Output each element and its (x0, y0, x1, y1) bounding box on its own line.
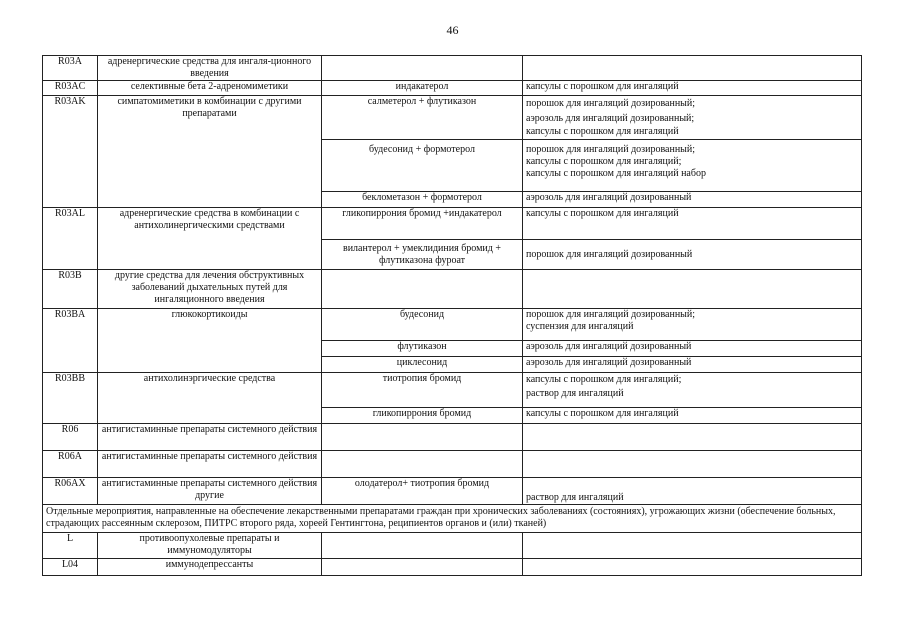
drug-name (322, 424, 523, 451)
dosage-forms (523, 309, 862, 341)
table-row (43, 96, 862, 140)
atc-code: R06 (43, 424, 98, 451)
atc-code: R03B (43, 270, 98, 309)
section-note-row (43, 505, 862, 533)
drug-name: беклометазон + формотерол (322, 192, 523, 208)
dosage-form: капсулы с порошком для ингаляций (526, 208, 679, 219)
dosage-form: суспензия для ингаляций (526, 321, 634, 332)
dosage-form: капсулы с порошком для ингаляций (526, 126, 679, 137)
dosage-forms (523, 208, 862, 240)
drug-name: гликопиррония бромид +индакатерол (322, 208, 523, 240)
drug-name: вилантерол + умеклидиния бромид + флутиказона фуроат (322, 240, 523, 270)
dosage-forms (523, 424, 862, 451)
group-name: другие средства для лечения обструктивных заболеваний дыхательных путей для ингаляционного введения (98, 270, 322, 309)
dosage-forms (523, 341, 862, 357)
dosage-forms (523, 56, 862, 81)
group-name: адренергические средства для ингаля-ционного введения (98, 56, 322, 81)
dosage-forms (523, 559, 862, 576)
atc-code: R03BB (43, 373, 98, 424)
table-row (43, 81, 862, 96)
drug-name: циклесонид (322, 357, 523, 373)
dosage-forms (523, 373, 862, 408)
drug-name: тиотропия бромид (322, 373, 523, 408)
dosage-forms (523, 478, 862, 505)
dosage-form: капсулы с порошком для ингаляций набор (526, 168, 706, 179)
dosage-form: порошок для ингаляций дозированный; (526, 98, 696, 109)
atc-code: R03BA (43, 309, 98, 373)
table-row (43, 533, 862, 559)
drug-name (322, 270, 523, 309)
table-row (43, 559, 862, 576)
dosage-forms (523, 408, 862, 424)
dosage-forms (523, 240, 862, 270)
table-row (43, 270, 862, 309)
page-number: 46 (446, 23, 459, 37)
dosage-form: капсулы с порошком для ингаляций (526, 408, 679, 419)
table-row (43, 56, 862, 81)
group-name: противоопухолевые препараты и иммуномодуляторы (98, 533, 322, 559)
atc-code: L (43, 533, 98, 559)
atc-code: R03A (43, 56, 98, 81)
group-name: глюкокортикоиды (98, 309, 322, 373)
group-name: адренергические средства в комбинации с антихолинергическими средствами (98, 208, 322, 270)
dosage-form: порошок для ингаляций дозированный; (526, 309, 696, 320)
drug-table (42, 55, 862, 576)
atc-code: R03AL (43, 208, 98, 270)
table-row (43, 424, 862, 451)
group-name: антихолинэргические средства (98, 373, 322, 424)
dosage-forms (523, 533, 862, 559)
group-name: антигистаминные препараты системного действия другие (98, 478, 322, 505)
atc-code: L04 (43, 559, 98, 576)
drug-name: индакатерол (322, 81, 523, 96)
group-name: симпатомиметики в комбинации с другими препаратами (98, 96, 322, 208)
atc-code: R06A (43, 451, 98, 478)
dosage-form: порошок для ингаляций дозированный (526, 248, 693, 260)
group-name: антигистаминные препараты системного действия (98, 424, 322, 451)
dosage-form: раствор для ингаляций (526, 492, 624, 503)
dosage-forms (523, 81, 862, 96)
group-name: иммунодепрессанты (98, 559, 322, 576)
dosage-forms (523, 357, 862, 373)
table-row (43, 208, 862, 240)
dosage-forms (523, 96, 862, 140)
dosage-form: аэрозоль для ингаляций дозированный (526, 192, 692, 203)
dosage-form: раствор для ингаляций (526, 388, 624, 399)
dosage-form: капсулы с порошком для ингаляций; (526, 374, 682, 385)
group-name: антигистаминные препараты системного действия (98, 451, 322, 478)
table-row (43, 451, 862, 478)
drug-name: олодатерол+ тиотропия бромид (322, 478, 523, 505)
drug-name (322, 559, 523, 576)
atc-code: R03AC (43, 81, 98, 96)
dosage-form: аэрозоль для ингаляций дозированный; (526, 113, 695, 124)
atc-code: R03AK (43, 96, 98, 208)
drug-name: будесонид + формотерол (322, 140, 523, 192)
dosage-forms (523, 192, 862, 208)
section-note: Отдельные мероприятия, направленные на обеспечение лекарственными препаратами граждан при хронических заболеваниях (состояниях), угрожающих жизни (обеспечение больных, страдающих рассеянным склерозом, ПИТРС второго ряда, хореей Гентингтона, реципиентов органов и (или) тканей) (43, 505, 862, 533)
table-row (43, 373, 862, 408)
dosage-form: аэрозоль для ингаляций дозированный (526, 357, 692, 368)
table-row (43, 478, 862, 505)
dosage-forms (523, 140, 862, 192)
group-name: селективные бета 2-адреномиметики (98, 81, 322, 96)
drug-name: салметерол + флутиказон (322, 96, 523, 140)
drug-name: гликопиррония бромид (322, 408, 523, 424)
drug-name: будесонид (322, 309, 523, 341)
dosage-form: аэрозоль для ингаляций дозированный (526, 341, 692, 352)
dosage-form: капсулы с порошком для ингаляций; (526, 156, 682, 167)
drug-name: флутиказон (322, 341, 523, 357)
dosage-forms (523, 451, 862, 478)
drug-name (322, 56, 523, 81)
atc-code: R06AX (43, 478, 98, 505)
dosage-form: капсулы с порошком для ингаляций (526, 81, 679, 92)
table-row (43, 309, 862, 341)
drug-name (322, 533, 523, 559)
dosage-forms (523, 270, 862, 309)
drug-name (322, 451, 523, 478)
dosage-form: порошок для ингаляций дозированный; (526, 144, 696, 155)
